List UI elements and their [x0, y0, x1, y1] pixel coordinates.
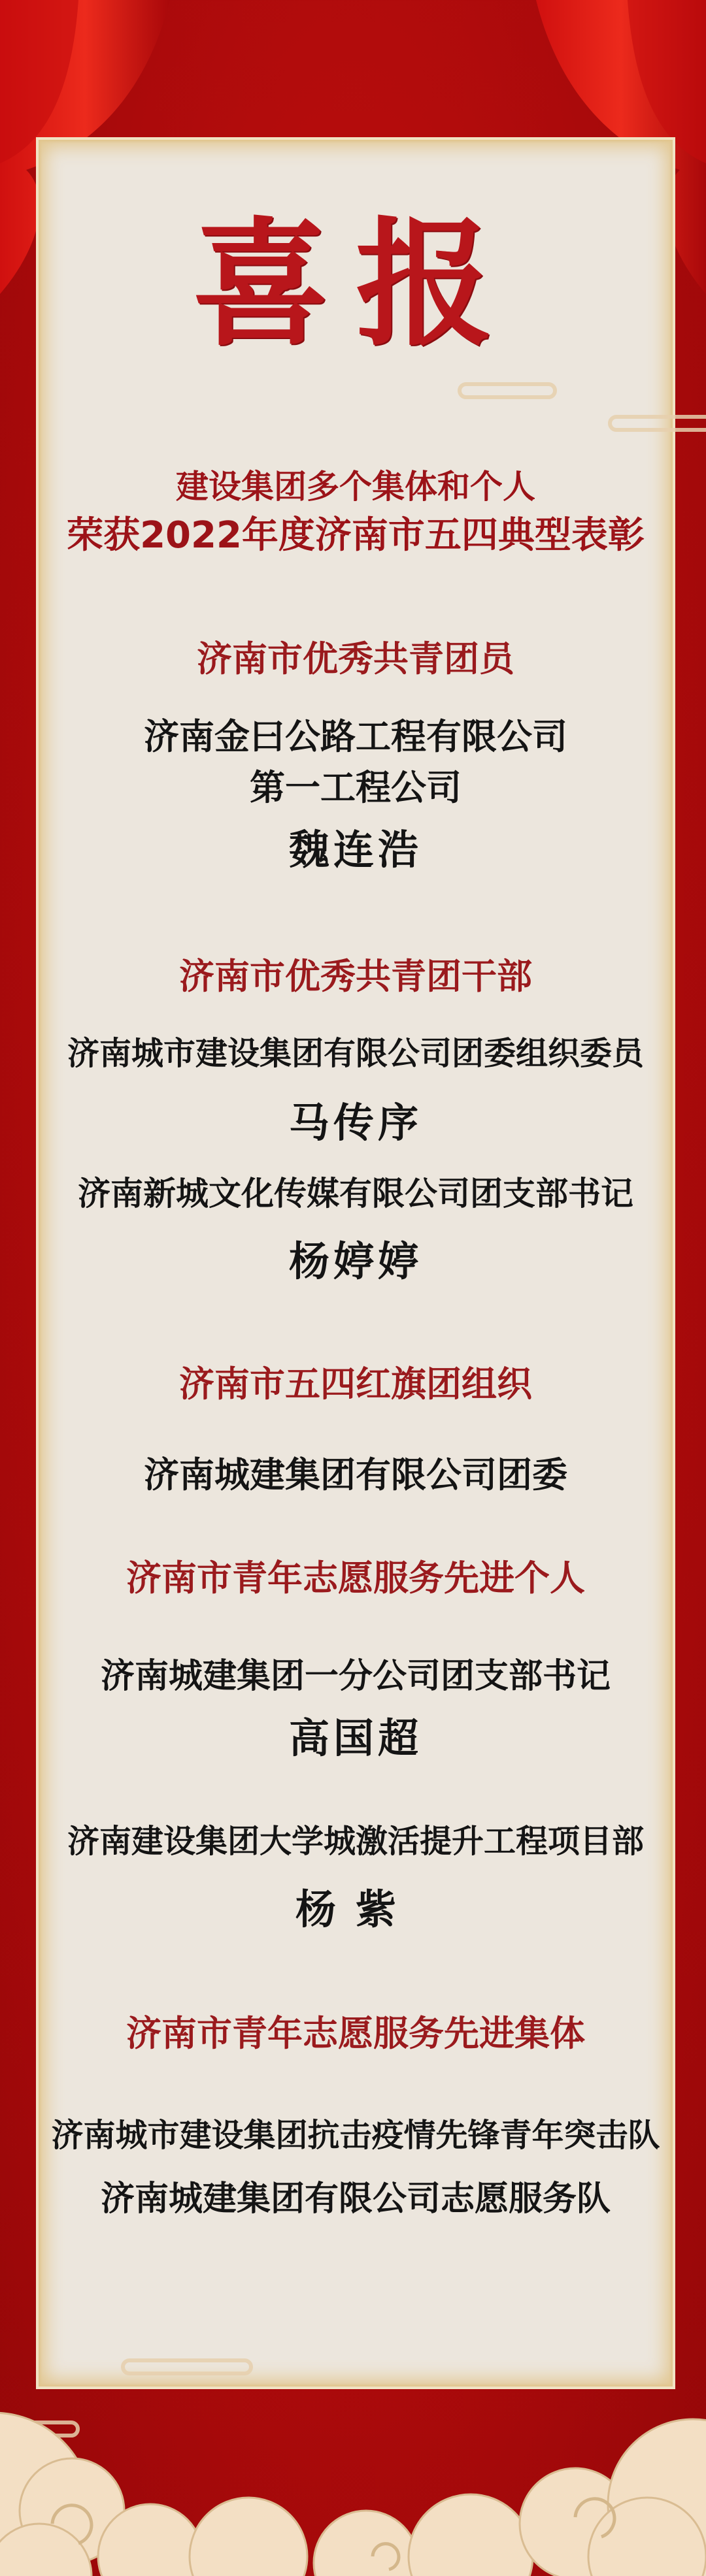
auspicious-clouds-decoration [0, 2360, 706, 2576]
awardee-name: 魏连浩 [288, 826, 422, 873]
section-heading: 济南市五四红旗团组织 [179, 1363, 532, 1405]
award-org: 济南城建集团一分公司团支部书记 [100, 1656, 611, 1696]
cloud-line-decoration [608, 415, 706, 432]
award-org: 济南城市建设集团有限公司团委组织委员 [67, 1034, 644, 1072]
awardee-name: 马传序 [288, 1099, 422, 1147]
award-org: 济南金曰公路工程有限公司 [144, 715, 567, 757]
award-org: 济南建设集团大学城激活提升工程项目部 [67, 1822, 644, 1860]
section-heading: 济南市青年志愿服务先进集体 [126, 2013, 585, 2054]
subtitle-line-1: 建设集团多个集体和个人 [176, 468, 535, 506]
section-heading: 济南市青年志愿服务先进个人 [126, 1557, 585, 1599]
award-org: 济南城市建设集团抗击疫情先锋青年突击队 [51, 2116, 660, 2154]
award-org: 济南新城文化传媒有限公司团支部书记 [78, 1174, 633, 1213]
awardee-name: 高国超 [288, 1714, 422, 1762]
awardee-name: 杨紫 [295, 1885, 416, 1933]
section-heading: 济南市优秀共青团员 [197, 638, 514, 679]
award-org: 第一工程公司 [250, 766, 462, 808]
cloud-line-decoration [458, 382, 557, 399]
section-heading: 济南市优秀共青团干部 [179, 956, 532, 997]
award-org: 济南城建集团有限公司志愿服务队 [100, 2179, 611, 2219]
page-title: 喜报 [192, 203, 519, 365]
subtitle-line-2: 荣获2022年度济南市五四典型表彰 [67, 514, 645, 557]
award-org: 济南城建集团有限公司团委 [144, 1454, 567, 1495]
awardee-name: 杨婷婷 [288, 1237, 422, 1285]
